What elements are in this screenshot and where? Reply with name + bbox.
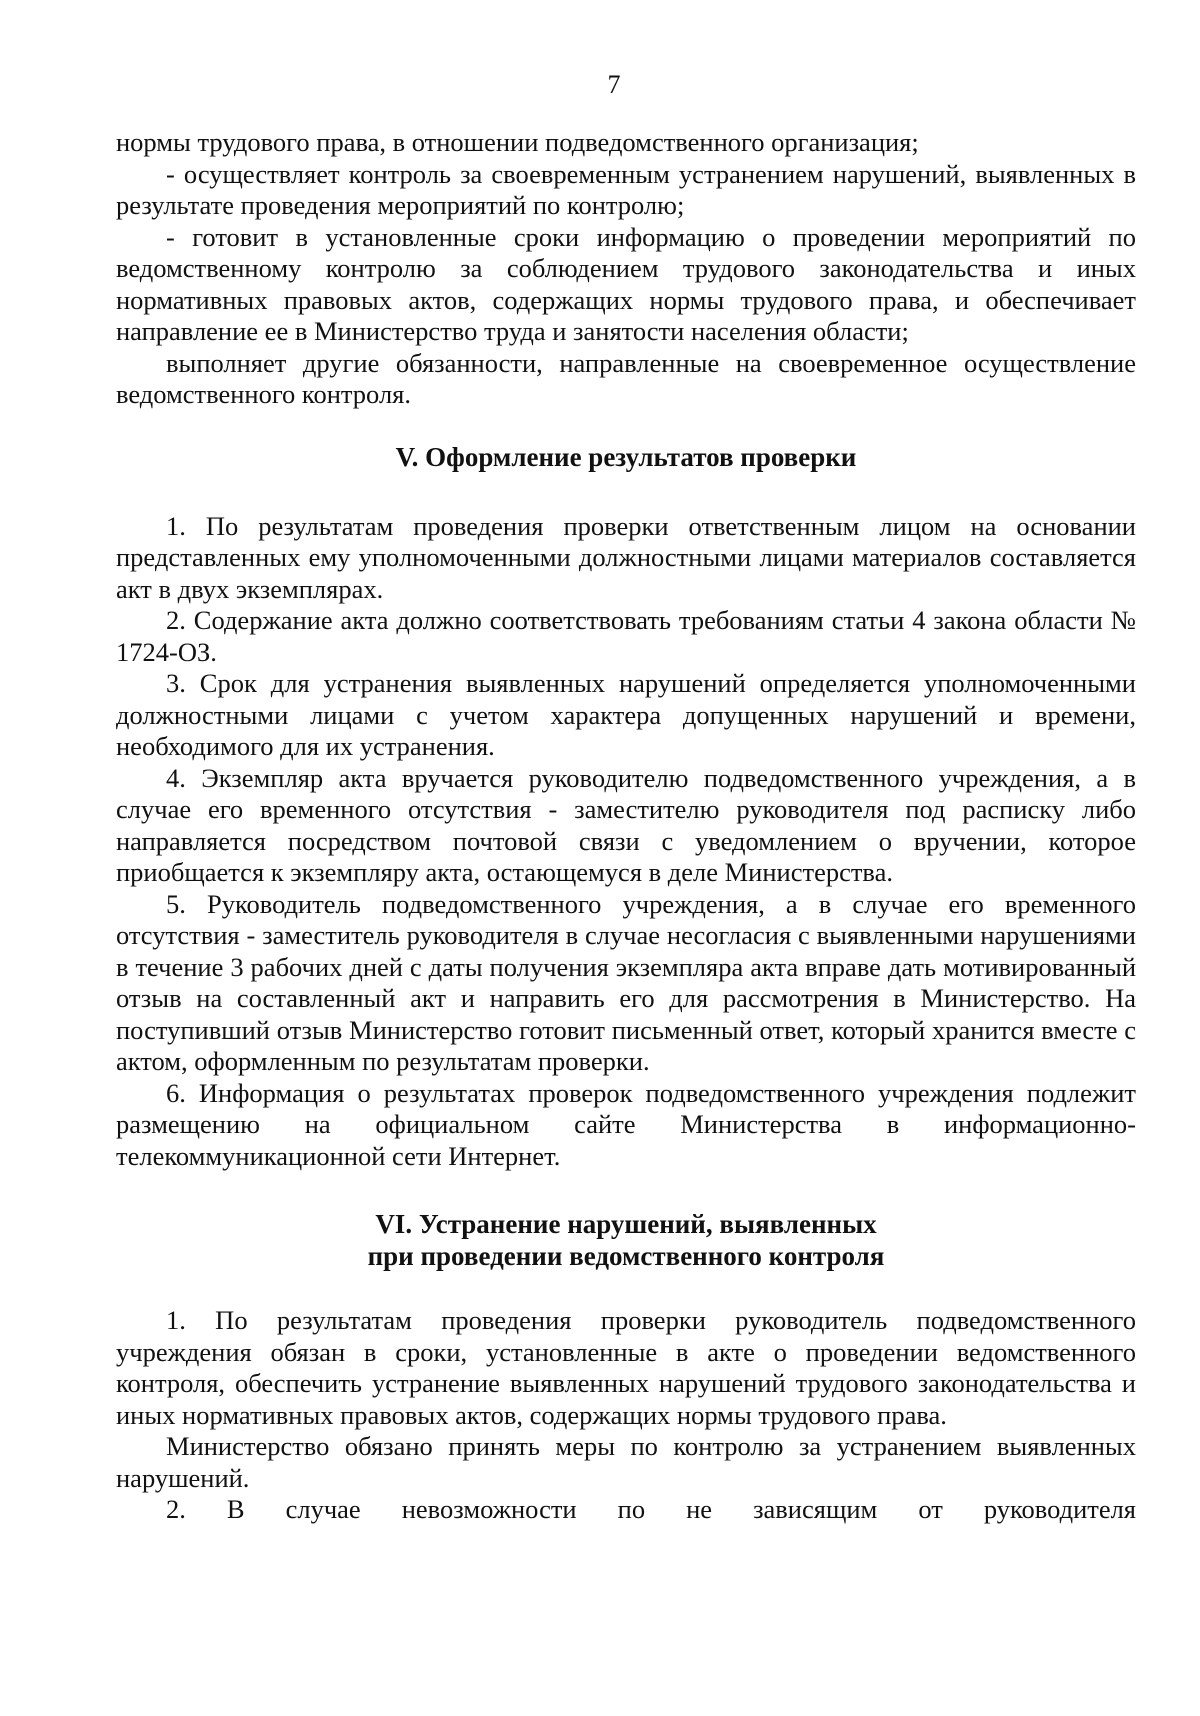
lead-paragraph-3: - готовит в установленные сроки информацию о проведении мероприятий по ведомственному контролю за соблюдением трудового законодательства и иных нормативных правовых актов, содержащих нормы трудового права, и обеспечивает направление ее в Министерство труда и занятости населения области; [116, 221, 1136, 346]
section-vi-paragraph-2: Министерство обязано принять меры по контролю за устранением выявленных нарушений. [116, 1431, 1136, 1493]
section-v-paragraph-3: 3. Срок для устранения выявленных нарушений определяется уполномоченными должностными лицами с учетом характера допущенных нарушений и времени, необходимого для их устранения. [116, 668, 1136, 761]
section-vi-paragraph-1: 1. По результатам проведения проверки руководитель подведомственного учреждения обязан в сроки, установленные в акте о проведении ведомственного контроля, обеспечить устранение выявленных нарушений трудового законодательства и иных нормативных правовых актов, содержащих нормы трудового права. [116, 1305, 1136, 1430]
section-v-paragraph-5: 5. Руководитель подведомственного учреждения, а в случае его временного отсутствия - заместитель руководителя в случае несогласия с выявленными нарушениями в течение 3 рабочих дней с даты получения экземпляра акта вправе дать мотивированный отзыв на составленный акт и направить его для рассмотрения в Министерство. На поступивший отзыв Министерство готовит письменный ответ, который хранится вместе с актом, оформленным по результатам проверки. [116, 888, 1136, 1076]
lead-paragraph-4: выполняет другие обязанности, направленные на своевременное осуществление ведомственного контроля. [116, 347, 1136, 409]
lead-paragraph-2: - осуществляет контроль за своевременным устранением нарушений, выявленных в результате проведения мероприятий по контролю; [116, 158, 1136, 220]
section-v-paragraph-6: 6. Информация о результатах проверок подведомственного учреждения подлежит размещению на официальном сайте Министерства в информационно-телекоммуникационной сети Интернет. [116, 1077, 1136, 1171]
section-v-paragraph-1: 1. По результатам проведения проверки ответственным лицом на основании представленных ему уполномоченными должностными лицами материалов составляется акт в двух экземплярах. [116, 510, 1136, 604]
section-v-paragraph-4: 4. Экземпляр акта вручается руководителю подведомственного учреждения, а в случае его временного отсутствия - заместителю руководителя под расписку либо направляется посредством почтовой связи с уведомлением о вручении, которое приобщается к экземпляру акта, остающемуся в деле Министерства. [116, 762, 1136, 887]
section-v-paragraph-2: 2. Содержание акта должно соответствовать требованиям статьи 4 закона области № 1724-ОЗ. [116, 605, 1136, 667]
section-v-heading: V. Оформление результатов проверки [395, 441, 857, 472]
lead-paragraph-1: нормы трудового права, в отношении подведомственного организация; [116, 127, 919, 157]
section-vi-heading-line-1: VI. Устранение нарушений, выявленных [375, 1209, 877, 1239]
section-vi-paragraph-3: 2. В случае невозможности по не зависящим от руководителя [166, 1494, 1136, 1524]
page-number: 7 [607, 70, 621, 99]
section-vi-heading [116, 1208, 1136, 1272]
section-vi-heading-line-2: при проведении ведомственного контроля [367, 1241, 885, 1271]
document-body [116, 127, 1136, 1526]
